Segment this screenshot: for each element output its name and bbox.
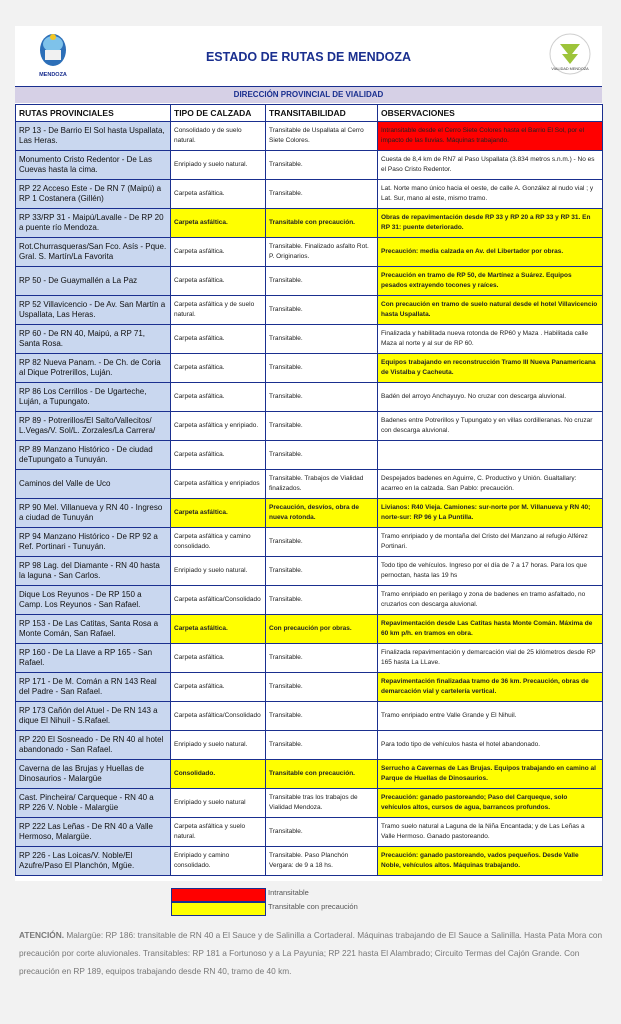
route-cell: RP 89 Manzano Histórico - De ciudad deTupungato a Tunuyán. <box>16 441 171 470</box>
table-row <box>16 673 603 702</box>
report-header <box>15 26 602 87</box>
report-sheet <box>15 26 602 911</box>
route-cell: RP 226 - Las Loicas/V. Noble/El Azufre/Paso El Planchón, Mgüe. <box>16 847 171 876</box>
observations-cell: Precaución: media calzada en Av. del Libertador por obras. <box>378 238 603 267</box>
table-row <box>16 789 603 818</box>
route-cell: RP 86 Los Cerrillos - De Ugarteche, Luján, a Tupungato. <box>16 383 171 412</box>
transitability-cell: Transitable. <box>266 586 378 615</box>
pavement-cell: Carpeta asfáltica. <box>171 238 266 267</box>
table-row <box>16 847 603 876</box>
attention-note <box>19 926 604 980</box>
transitability-cell: Transitable. <box>266 267 378 296</box>
note-lead: ATENCIÓN. <box>19 930 65 940</box>
transitability-cell: Transitable. <box>266 702 378 731</box>
table-row <box>16 586 603 615</box>
observations-cell <box>378 441 603 470</box>
transitability-cell: Transitable. Paso Planchón Vergara: de 9 a 18 hs. <box>266 847 378 876</box>
transitability-cell: Transitable con precaución. <box>266 760 378 789</box>
pavement-cell: Enripiado y suelo natural <box>171 789 266 818</box>
table-row <box>16 122 603 151</box>
column-header-rutas: RUTAS PROVINCIALES <box>16 105 171 122</box>
table-row <box>16 702 603 731</box>
pavement-cell: Carpeta asfáltica. <box>171 673 266 702</box>
route-cell: RP 173 Cañón del Atuel - De RN 143 a dique El Nihuil - S.Rafael. <box>16 702 171 731</box>
pavement-cell: Carpeta asfáltica. <box>171 615 266 644</box>
transitability-cell: Transitable. Finalizado asfalto Rot. P. Originarios. <box>266 238 378 267</box>
mendoza-logo-caption: MENDOZA <box>39 72 67 78</box>
route-cell: Rot.Churrasqueras/San Fco. Asís - Pque. Gral. S. Martín/La Favorita <box>16 238 171 267</box>
route-cell: Caverna de las Brujas y Huellas de Dinosaurios - Malargüe <box>16 760 171 789</box>
pavement-cell: Carpeta asfáltica. <box>171 354 266 383</box>
pavement-cell: Enripiado y camino consolidado. <box>171 847 266 876</box>
pavement-cell: Carpeta asfáltica/Consolidado <box>171 586 266 615</box>
transitability-cell: Transitable. <box>266 325 378 354</box>
transitability-cell: Transitable. <box>266 644 378 673</box>
note-text: Malargüe: RP 186: transitable de RN 40 a El Sauce y de Salinilla a Cortaderal. Máquinas trabajando de El Sauce a Salinilla. Hasta Pata Mora con precaución por corte aluvionales. Transitables: RP 181 a Fortunoso y a La Payunia; RP 221 hasta El Alambrado; Circuito Termas del Cajón Grande. Con precaución en RP 189, equipos trabajando desde RN 40, tramo de 40 km. <box>19 930 603 976</box>
table-row <box>16 180 603 209</box>
transitability-cell: Transitable. <box>266 673 378 702</box>
legend-swatch-red <box>171 888 266 902</box>
pavement-cell: Carpeta asfáltica. <box>171 209 266 238</box>
observations-cell: Tramo enripiado en perilago y zona de badenes en tramo asfaltado, no cruzarlos con descarga aluvional. <box>378 586 603 615</box>
observations-cell: Finalizada y habilitada nueva rotonda de RP60 y Maza . Habilitada calle Maza al norte y al sur de RP 60. <box>378 325 603 354</box>
pavement-cell: Carpeta asfáltica. <box>171 325 266 354</box>
route-cell: Cast. Pincheira/ Carqueque - RN 40 a RP 226 V. Noble - Malargüe <box>16 789 171 818</box>
pavement-cell: Enripiado y suelo natural. <box>171 151 266 180</box>
observations-cell: Para todo tipo de vehículos hasta el hotel abandonado. <box>378 731 603 760</box>
table-row <box>16 238 603 267</box>
table-row <box>16 383 603 412</box>
transitability-cell: Precaución, desvíos, obra de nueva rotonda. <box>266 499 378 528</box>
observations-cell: Tramo enripiado entre Valle Grande y El Nihuil. <box>378 702 603 731</box>
route-cell: RP 89 - Potrerillos/El Salto/Vallecitos/ L.Vegas/V. Sol/L. Zorzales/La Carrera/ <box>16 412 171 441</box>
transitability-cell: Transitable. <box>266 296 378 325</box>
route-cell: RP 222 Las Leñas - De RN 40 a Valle Hermoso, Malargüe. <box>16 818 171 847</box>
route-cell: RP 22 Acceso Este - De RN 7 (Maipú) a RP 1 Costanera (Gillén) <box>16 180 171 209</box>
table-row <box>16 528 603 557</box>
observations-cell: Precaución: ganado pastoreando, vados pequeños. Desde Valle Noble, vehículos altos. Máquinas trabajando. <box>378 847 603 876</box>
pavement-cell: Consolidado y de suelo natural. <box>171 122 266 151</box>
route-cell: RP 33/RP 31 - Maipú/Lavalle - De RP 20 a puente río Mendoza. <box>16 209 171 238</box>
transitability-cell: Transitable. <box>266 151 378 180</box>
transitability-cell: Transitable de Uspallata al Cerro Siete Colores. <box>266 122 378 151</box>
observations-cell: Serrucho a Cavernas de Las Brujas. Equipos trabajando en camino al Parque de Huellas de Dinosaurios. <box>378 760 603 789</box>
transitability-cell: Transitable. <box>266 180 378 209</box>
observations-cell: Repavimentación desde Las Catitas hasta Monte Comán. Máxima de 60 km p/h. en tramos en obra. <box>378 615 603 644</box>
pavement-cell: Carpeta asfáltica. <box>171 441 266 470</box>
transitability-cell: Transitable. <box>266 354 378 383</box>
observations-cell: Finalizada repavimentación y demarcación vial de 25 kilómetros desde RP 165 hasta La LLave. <box>378 644 603 673</box>
table-row <box>16 267 603 296</box>
observations-cell: Con precaución en tramo de suelo natural desde el hotel Villavicencio hasta Uspallata. <box>378 296 603 325</box>
observations-cell: Livianos: R40 Vieja. Camiones: sur-norte por M. Villanueva y RN 40; norte-sur: RP 96 y La Puntilla. <box>378 499 603 528</box>
table-row <box>16 441 603 470</box>
pavement-cell: Enripiado y suelo natural. <box>171 557 266 586</box>
observations-cell: Todo tipo de vehículos. Ingreso por el día de 7 a 17 horas. Para los que pernoctan, hasta las 19 hs <box>378 557 603 586</box>
transitability-cell: Transitable. Trabajos de Vialidad finalizados. <box>266 470 378 499</box>
observations-cell: Lat. Norte mano único hacia el oeste, de calle A. González al nudo vial ; y Lat. Sur, mano al este, mismo tramo. <box>378 180 603 209</box>
pavement-cell: Carpeta asfáltica y suelo natural. <box>171 818 266 847</box>
transitability-cell: Transitable. <box>266 557 378 586</box>
pavement-cell: Enripiado y suelo natural. <box>171 731 266 760</box>
observations-cell: Repavimentación finalizadaa tramo de 36 km. Precaución, obras de demarcación vial y cartelería vertical. <box>378 673 603 702</box>
pavement-cell: Carpeta asfáltica y camino consolidado. <box>171 528 266 557</box>
section-band: DIRECCIÓN PROVINCIAL DE VIALIDAD <box>15 87 602 103</box>
observations-cell: Equipos trabajando en reconstrucción Tramo III Nueva Panamericana de Vistalba y Cacheuta. <box>378 354 603 383</box>
route-cell: RP 171 - De M. Comán a RN 143 Real del Padre - San Rafael. <box>16 673 171 702</box>
route-cell: RP 160 - De La Llave a RP 165 - San Rafael. <box>16 644 171 673</box>
observations-cell: Despejados badenes en Aguirre, C. Productivo y Unión. Gualtallary: acarreo en la calzada. San Pablo: precaución. <box>378 470 603 499</box>
pavement-cell: Carpeta asfáltica. <box>171 499 266 528</box>
table-row <box>16 325 603 354</box>
pavement-cell: Carpeta asfáltica. <box>171 383 266 412</box>
route-cell: RP 50 - De Guaymallén a La Paz <box>16 267 171 296</box>
table-row <box>16 412 603 441</box>
table-header-row <box>16 105 603 122</box>
route-cell: Dique Los Reyunos - De RP 150 a Camp. Los Reyunos - San Rafael. <box>16 586 171 615</box>
page-title: ESTADO DE RUTAS DE MENDOZA <box>205 50 412 64</box>
table-row <box>16 615 603 644</box>
table-row <box>16 151 603 180</box>
route-cell: RP 60 - De RN 40, Maipú, a RP 71, Santa Rosa. <box>16 325 171 354</box>
transitability-cell: Con precaución por obras. <box>266 615 378 644</box>
vialidad-logo-caption: VIALIDAD MENDOZA <box>551 67 589 71</box>
route-cell: RP 90 Mel. Villanueva y RN 40 - Ingreso a ciudad de Tunuyán <box>16 499 171 528</box>
transitability-cell: Transitable tras los trabajos de Vialidad Mendoza. <box>266 789 378 818</box>
observations-cell: Obras de repavimentación desde RP 33 y RP 20 a RP 33 y RP 31. En RP 31: puente deteriorado. <box>378 209 603 238</box>
table-row <box>16 644 603 673</box>
column-header-calzada: TIPO DE CALZADA <box>171 105 266 122</box>
route-cell: RP 13 - De Barrio El Sol hasta Uspallata, Las Heras. <box>16 122 171 151</box>
transitability-cell: Transitable. <box>266 441 378 470</box>
transitability-cell: Transitable. <box>266 412 378 441</box>
routes-table <box>15 104 603 876</box>
pavement-cell: Carpeta asfáltica y de suelo natural. <box>171 296 266 325</box>
route-cell: RP 153 - De Las Catitas, Santa Rosa a Monte Comán, San Rafael. <box>16 615 171 644</box>
table-row <box>16 499 603 528</box>
transitability-cell: Transitable. <box>266 528 378 557</box>
table-row <box>16 731 603 760</box>
transitability-cell: Transitable. <box>266 731 378 760</box>
pavement-cell: Carpeta asfáltica y enripiado. <box>171 412 266 441</box>
legend-label: Intransitable <box>268 888 309 897</box>
observations-cell: Precaución en tramo de RP 50, de Martínez a Suárez. Equipos pesados extrayendo tocones y raíces. <box>378 267 603 296</box>
route-cell: RP 98 Lag. del Diamante - RN 40 hasta la laguna - San Carlos. <box>16 557 171 586</box>
observations-cell: Badenes entre Potrerillos y Tupungato y en villas cordilleranas. No cruzar con descarga aluvional. <box>378 412 603 441</box>
transitability-cell: Transitable con precaución. <box>266 209 378 238</box>
table-row <box>16 818 603 847</box>
table-row <box>16 354 603 383</box>
table-row <box>16 296 603 325</box>
legend-swatch-yellow <box>171 902 266 916</box>
column-header-observaciones: OBSERVACIONES <box>378 105 603 122</box>
route-cell: Caminos del Valle de Uco <box>16 470 171 499</box>
route-cell: RP 82 Nueva Panam. - De Ch. de Coria al Dique Potrerillos, Luján. <box>16 354 171 383</box>
column-header-transitabilidad: TRANSITABILIDAD <box>266 105 378 122</box>
route-cell: RP 94 Manzano Histórico - De RP 92 a Ref. Portinari - Tunuyán. <box>16 528 171 557</box>
transitability-cell: Transitable. <box>266 383 378 412</box>
pavement-cell: Carpeta asfáltica. <box>171 644 266 673</box>
observations-cell: Precaución: ganado pastoreando; Paso del Carqueque, solo vehículos altos, cursos de agua, barrancos profundos. <box>378 789 603 818</box>
pavement-cell: Carpeta asfáltica. <box>171 180 266 209</box>
observations-cell: Badén del arroyo Anchayuyo. No cruzar con descarga aluvional. <box>378 383 603 412</box>
pavement-cell: Carpeta asfáltica. <box>171 267 266 296</box>
table-row <box>16 470 603 499</box>
table-row <box>16 557 603 586</box>
vialidad-logo <box>548 32 592 76</box>
pavement-cell: Carpeta asfáltica/Consolidado <box>171 702 266 731</box>
route-cell: Monumento Cristo Redentor - De Las Cuevas hasta la cima. <box>16 151 171 180</box>
observations-cell: Tramo enripiado y de montaña del Cristo del Manzano al refugio Alférez Portinari. <box>378 528 603 557</box>
route-cell: RP 52 Villavicencio - De Av. San Martín a Uspallata, Las Heras. <box>16 296 171 325</box>
route-cell: RP 220 El Sosneado - De RN 40 al hotel abandonado - San Rafael. <box>16 731 171 760</box>
table-row <box>16 760 603 789</box>
table-row <box>16 209 603 238</box>
pavement-cell: Consolidado. <box>171 760 266 789</box>
observations-cell: Tramo suelo natural a Laguna de la Niña Encantada; y de Las Leñas a Valle Hermoso. Ganado pastoreando. <box>378 818 603 847</box>
observations-cell: Intransitable desde el Cerro Siete Colores hasta el Barrio El Sol, por el impacto de las lluvias. Máquinas trabajando. <box>378 122 603 151</box>
transitability-cell: Transitable. <box>266 818 378 847</box>
legend-label: Transitable con precaución <box>268 902 358 911</box>
observations-cell: Cuesta de 8,4 km de RN7 al Paso Uspallata (3.834 metros s.n.m.) - No es el Paso Cristo Redentor. <box>378 151 603 180</box>
pavement-cell: Carpeta asfáltica y enripiados <box>171 470 266 499</box>
